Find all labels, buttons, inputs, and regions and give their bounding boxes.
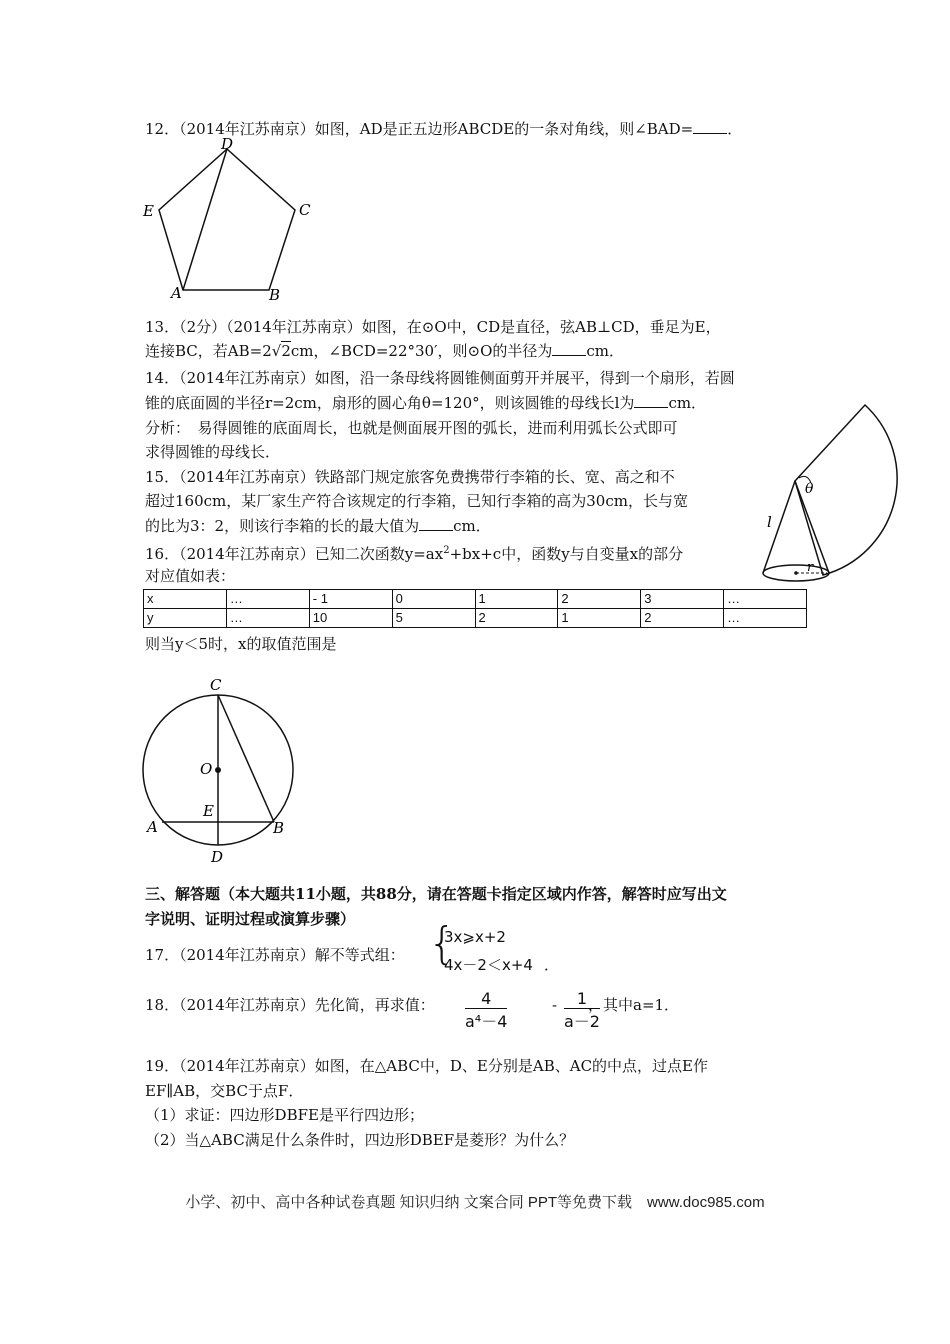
q16-line2: 对应值如表： [145,567,236,585]
label-b: B [273,819,285,837]
q16-superscript: 2 [443,545,450,556]
q13-line2 [145,340,624,362]
label-d: D [221,135,234,153]
table-cell: y [144,609,227,628]
q18-end: ，其中a=1． [588,996,680,1014]
q16-part-a: 16．（2014年江苏南京）已知二次函数y=ax [145,545,444,563]
circle-figure [135,672,305,867]
center-dot [215,767,221,773]
cone-sector-figure [755,395,915,590]
table-cell: … [724,609,807,628]
q15-answer-blank [419,516,453,531]
q13-part-b: cm，∠BCD=22°30′，则⊙O的半径为 [290,342,553,360]
sqrt-symbol: √ [271,342,282,360]
q12-end: ． [727,120,743,138]
q13-line1: 13．（2分）（2014年江苏南京）如图，在⊙O中，CD是直径，弦AB⊥CD，垂足为E， [145,318,721,336]
table-cell: 2 [475,609,558,628]
q14-answer-blank [634,393,668,408]
q19-part2: （2）当△ABC满足什么条件时，四边形DBEF是菱形？为什么？ [145,1131,575,1149]
fraction-1 [465,989,507,1032]
pentagon-shape [159,149,295,290]
pentagon-figure [135,135,325,305]
table-cell: … [226,609,309,628]
base-center [794,571,798,575]
page-footer: 小学、初中、高中各种试卷真题 知识归纳 文案合同 PPT等免费下载 www.doc985.com [185,1194,765,1211]
table-cell: 1 [558,609,641,628]
fraction-1-denominator: a⁴－4 [465,1012,508,1031]
table-cell: 0 [392,590,475,609]
fraction-2-numerator: 1 [564,989,600,1009]
value-table [143,589,807,628]
table-cell: x [144,590,227,609]
q18-text: 18．（2014年江苏南京）先化简，再求值： [145,996,435,1014]
q14-line1: 14．（2014年江苏南京）如图，沿一条母线将圆锥侧面剪开并展平，得到一个扇形，若圆 [145,369,735,387]
fraction-2-denominator: a－2 [564,1012,600,1031]
q12-stem: 12．（2014年江苏南京）如图，AD是正五边形ABCDE的一条对角线，则∠BAD= [145,120,694,138]
diagonal-ad [183,149,227,290]
q16-line1 [145,540,683,565]
table-cell: … [226,590,309,609]
q15-part-a: 的比为3：2，则该行李箱的长的最大值为 [145,517,420,535]
q19-part1: （1）求证：四边形DBFE是平行四边形； [145,1106,424,1124]
q18-minus: - [552,996,558,1014]
q14-part-a: 锥的底面圆的半径r=2cm，扇形的圆心角θ=120°，则该圆锥的母线长l为 [145,394,635,412]
q13-part-c: cm． [586,342,624,360]
label-a: A [147,818,158,836]
q15-line1: 15．（2014年江苏南京）铁路部门规定旅客免费携带行李箱的长、宽、高之和不 [145,468,675,486]
q19-line2: EF∥AB，交BC于点F． [145,1082,304,1100]
label-theta: θ [805,481,814,497]
label-o: O [200,760,213,778]
table-cell: 5 [392,609,475,628]
label-b: B [269,286,281,304]
table-cell: 2 [558,590,641,609]
label-e: E [203,802,214,820]
left-brace: { [428,918,456,969]
q16-part-b: +bx+c中，函数y与自变量x的部分 [449,545,684,563]
q13-answer-blank [552,341,586,356]
segment-bc [218,695,274,822]
label-r: r [807,560,814,575]
table-cell: … [724,590,807,609]
label-a: A [171,284,182,302]
q15-line2: 超过160cm，某厂家生产符合该规定的行李箱，已知行李箱的高为30cm，长与宽 [145,492,688,510]
q13-part-a: 连接BC，若AB=2 [145,342,272,360]
q17-text: 17．（2014年江苏南京）解不等式组： [145,946,405,964]
label-d: D [211,848,224,866]
label-l: l [767,513,772,531]
q14-part-b: cm． [668,394,707,412]
q12-answer-blank [693,119,727,134]
label-c: C [299,201,311,219]
q17-end: ． [544,956,560,974]
q14-line2 [145,392,706,414]
section3-line1: 三、解答题（本大题共11小题，共88分，请在答题卡指定区域内作答，解答时应写出文 [145,885,727,903]
section3-line2: 字说明、证明过程或演算步骤） [145,910,356,928]
table-cell: 10 [309,609,392,628]
table-row-y [144,609,807,628]
sqrt-argument: 2 [281,342,291,360]
table-cell: - 1 [309,590,392,609]
label-e: E [143,202,154,220]
q14-analysis-1: 分析： 易得圆锥的底面周长，也就是侧面展开图的弧长，进而利用弧长公式即可 [145,419,678,437]
fraction-1-numerator: 4 [465,989,507,1009]
q14-analysis-2: 求得圆锥的母线长． [145,443,281,461]
table-cell: 2 [641,609,724,628]
table-row-x [144,590,807,609]
table-cell: 3 [641,590,724,609]
q15-part-b: cm． [453,517,491,535]
table-cell: 1 [475,590,558,609]
q16-after: 则当y＜5时，x的取值范围是 [145,635,337,653]
label-c: C [210,676,222,694]
inequality-1: 3x⩾x+2 [444,928,506,946]
q19-line1: 19．（2014年江苏南京）如图，在△ABC中，D、E分别是AB、AC的中点，过点E作 [145,1057,709,1075]
inequality-2: 4x－2＜x+4 [444,956,533,974]
q15-line3 [145,515,491,537]
